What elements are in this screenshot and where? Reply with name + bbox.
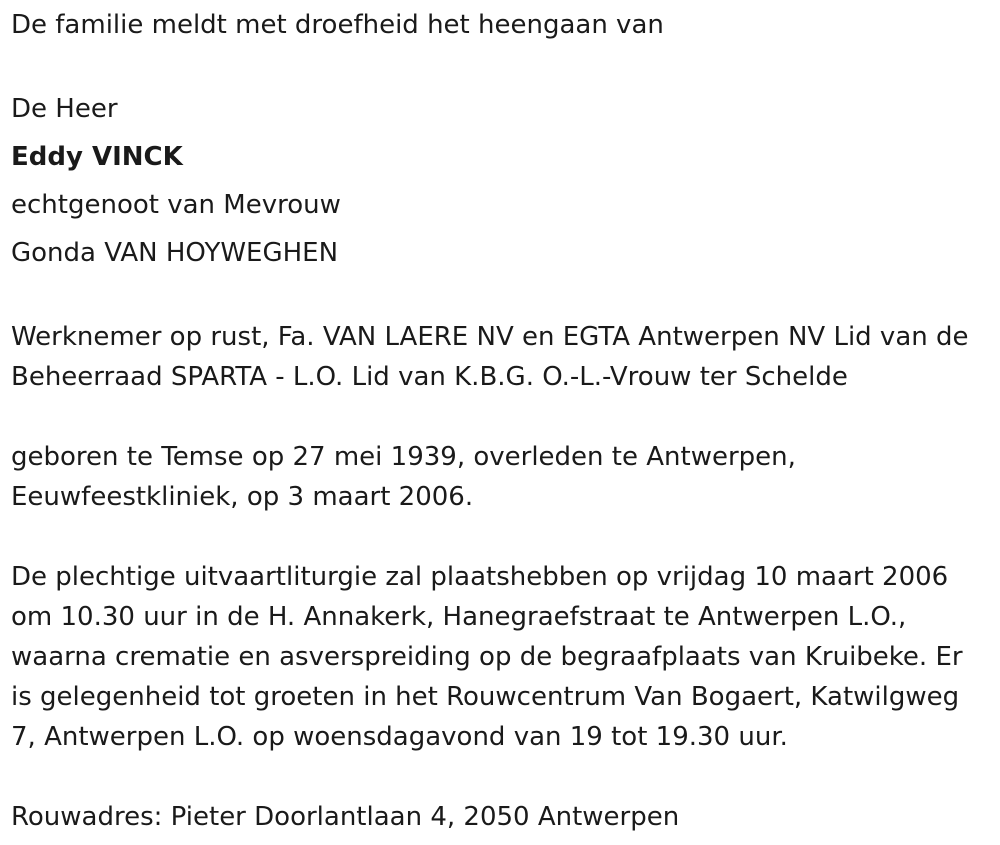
- title-text: De Heer: [11, 94, 118, 124]
- career-line: Werknemer op rust, Fa. VAN LAERE NV en EGTA Antwerpen NV Lid van de: [11, 322, 969, 352]
- birth-death-line: geboren te Temse op 27 mei 1939, overleden te Antwerpen,: [11, 442, 796, 472]
- spacer: [11, 45, 996, 85]
- ceremony-paragraph: [11, 557, 996, 757]
- ceremony-line: waarna crematie en asverspreiding op de begraafplaats van Kruibeke. Er: [11, 642, 963, 672]
- ceremony-line: 7, Antwerpen L.O. op woensdagavond van 19 tot 19.30 uur.: [11, 722, 788, 752]
- career-line: Beheerraad SPARTA - L.O. Lid van K.B.G. O.-L.-Vrouw ter Schelde: [11, 362, 848, 392]
- spouse-line-2: Gonda VAN HOYWEGHEN: [11, 238, 339, 268]
- spacer: [11, 277, 996, 317]
- mourning-address: Rouwadres: Pieter Doorlantlaan 4, 2050 Antwerpen: [11, 802, 680, 832]
- ceremony-line: om 10.30 uur in de H. Annakerk, Hanegraefstraat te Antwerpen L.O.,: [11, 602, 907, 632]
- intro-text: De familie meldt met droefheid het heengaan van: [11, 10, 664, 40]
- ceremony-line: De plechtige uitvaartliturgie zal plaatshebben op vrijdag 10 maart 2006: [11, 562, 949, 592]
- spacer: [11, 517, 996, 557]
- obituary-notice: [11, 5, 996, 837]
- ceremony-line: is gelegenheid tot groeten in het Rouwcentrum Van Bogaert, Katwilgweg: [11, 682, 960, 712]
- deceased-name: Eddy VINCK: [11, 142, 183, 172]
- spacer: [11, 397, 996, 437]
- birth-death-line: Eeuwfeestkliniek, op 3 maart 2006.: [11, 482, 474, 512]
- career-paragraph: [11, 317, 996, 397]
- birth-death-paragraph: [11, 437, 996, 517]
- spacer: [11, 757, 996, 797]
- spouse-line-1: echtgenoot van Mevrouw: [11, 190, 341, 220]
